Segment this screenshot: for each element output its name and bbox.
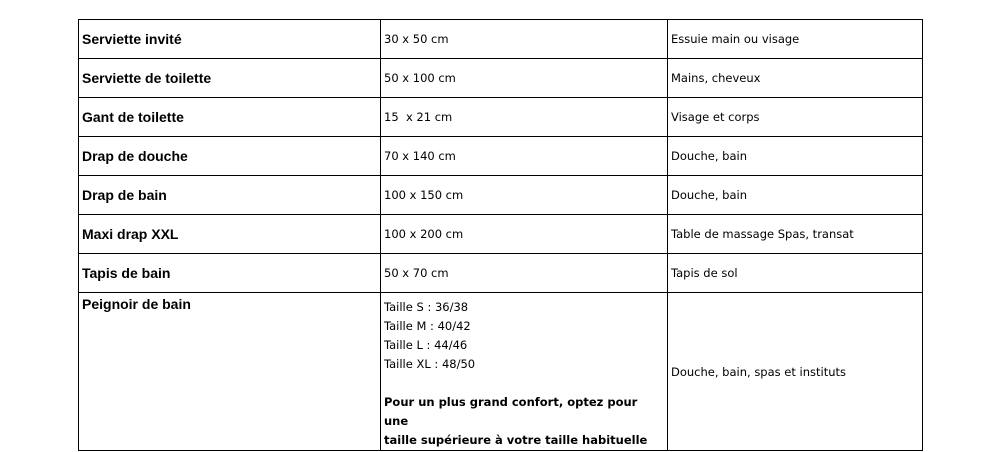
dimensions-cell: 50 x 70 cm bbox=[381, 254, 668, 293]
usage-cell: Visage et corps bbox=[668, 98, 923, 137]
size-m-line: Taille M : 40/42 bbox=[384, 319, 471, 333]
product-name-cell: Tapis de bain bbox=[79, 254, 381, 293]
comfort-note-line1: Pour un plus grand confort, optez pour une bbox=[384, 395, 638, 428]
table-row bbox=[79, 254, 923, 293]
bathrobe-sizes-cell bbox=[381, 293, 668, 451]
dimensions-cell: 100 x 200 cm bbox=[381, 215, 668, 254]
table-row bbox=[79, 98, 923, 137]
usage-cell: Tapis de sol bbox=[668, 254, 923, 293]
dimensions-cell: 50 x 100 cm bbox=[381, 59, 668, 98]
comfort-note-line2: taille supérieure à votre taille habituelle bbox=[384, 433, 648, 447]
table-row bbox=[79, 59, 923, 98]
table-row bbox=[79, 215, 923, 254]
size-l-line: Taille L : 44/46 bbox=[384, 338, 468, 352]
size-table bbox=[78, 19, 923, 451]
usage-cell: Douche, bain bbox=[668, 137, 923, 176]
product-name-cell: Serviette invité bbox=[79, 20, 381, 59]
product-name-cell: Drap de douche bbox=[79, 137, 381, 176]
dimensions-cell: 15 x 21 cm bbox=[381, 98, 668, 137]
size-s-line: Taille S : 36/38 bbox=[384, 300, 469, 314]
product-name-cell: Maxi drap XXL bbox=[79, 215, 381, 254]
comfort-note bbox=[384, 393, 664, 450]
usage-cell: Mains, cheveux bbox=[668, 59, 923, 98]
product-name-cell: Peignoir de bain bbox=[79, 293, 381, 451]
product-name-cell: Serviette de toilette bbox=[79, 59, 381, 98]
product-name-cell: Gant de toilette bbox=[79, 98, 381, 137]
dimensions-cell: 100 x 150 cm bbox=[381, 176, 668, 215]
usage-cell: Douche, bain bbox=[668, 176, 923, 215]
size-xl-line: Taille XL : 48/50 bbox=[384, 357, 476, 371]
table-row bbox=[79, 137, 923, 176]
table-row bbox=[79, 176, 923, 215]
dimensions-cell: 70 x 140 cm bbox=[381, 137, 668, 176]
table-row-bathrobe bbox=[79, 293, 923, 451]
table-row bbox=[79, 20, 923, 59]
usage-cell: Essuie main ou visage bbox=[668, 20, 923, 59]
usage-cell: Table de massage Spas, transat bbox=[668, 215, 923, 254]
usage-cell: Douche, bain, spas et instituts bbox=[668, 293, 923, 451]
dimensions-cell: 30 x 50 cm bbox=[381, 20, 668, 59]
product-name-cell: Drap de bain bbox=[79, 176, 381, 215]
